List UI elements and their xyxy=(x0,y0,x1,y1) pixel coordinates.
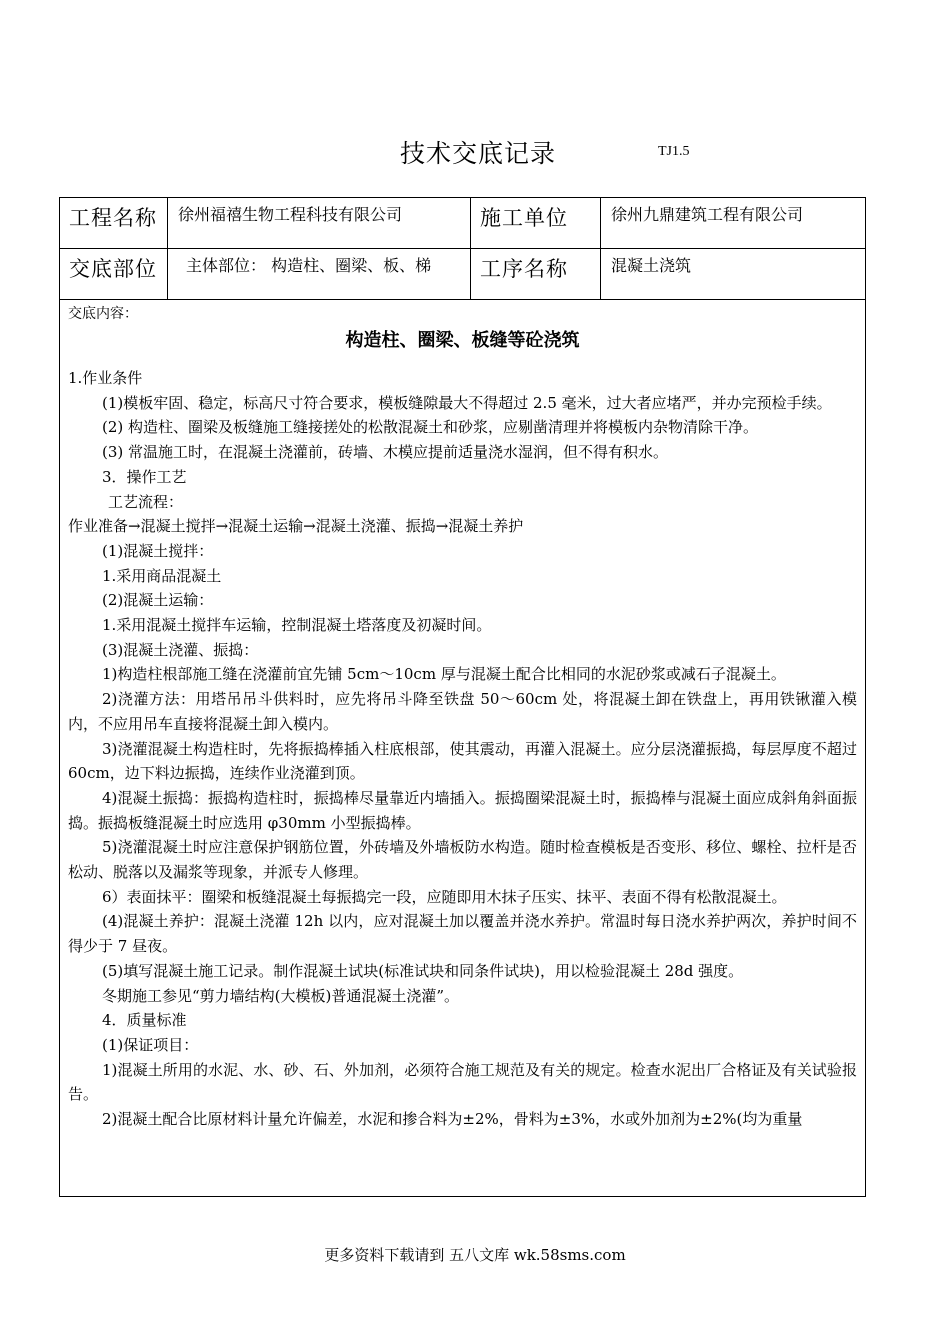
project-value-cell xyxy=(168,198,471,248)
paragraph: (1)混凝土搅拌： xyxy=(102,541,214,560)
paragraph: 1.采用混凝土搅拌车运输，控制混凝土塔落度及初凝时间。 xyxy=(102,616,492,635)
project-label: 工程名称 xyxy=(69,206,157,230)
process-value: 混凝土浇筑 xyxy=(611,256,692,275)
paragraph: 1.作业条件 xyxy=(68,369,143,387)
contractor-value-cell xyxy=(601,198,866,248)
footer-link-text: 更多资料下载请到 五八文库 wk.58sms.com xyxy=(324,1246,626,1264)
paragraph: (2) 构造柱、圈梁及板缝施工缝接搓处的松散混凝土和砂浆，应剔凿清理并将模板内杂物清除干净。 xyxy=(102,418,759,437)
contractor-value: 徐州九鼎建筑工程有限公司 xyxy=(611,205,804,224)
process-label: 工序名称 xyxy=(480,257,568,281)
paragraph: 1.采用商品混凝土 xyxy=(102,566,222,585)
info-row-1 xyxy=(60,198,865,249)
content-body xyxy=(60,300,865,1132)
paragraph: (3) 常温施工时，在混凝土浇灌前，砖墙、木模应提前适量浇水湿润，但不得有积水。 xyxy=(102,443,669,462)
section-title: 构造柱、圈梁、板缝等砼浇筑 xyxy=(345,330,580,351)
paragraph: (3)混凝土浇灌、振捣： xyxy=(102,640,259,659)
document-title: 技术交底记录 xyxy=(400,139,557,168)
paragraph: 5)浇灌混凝土时应注意保护钢筋位置，外砖墙及外墙板防水构造。随时检查模板是否变形、移位、螺栓、拉杆是否松动、脱落以及漏浆等现象，并派专人修理。 xyxy=(68,838,857,882)
process-value-cell xyxy=(601,249,866,299)
paragraph: 1)构造柱根部施工缝在浇灌前宜先铺 5cm～10cm 厚与混凝土配合比相同的水泥砂浆或减石子混凝土。 xyxy=(102,665,786,684)
document-title-row xyxy=(0,134,950,168)
content-intro: 交底内容： xyxy=(68,306,138,322)
form-code: TJ1.5 xyxy=(658,144,690,159)
paragraph: (5)填写混凝土施工记录。制作混凝土试块(标准试块和同条件试块)，用以检验混凝土 28d 强度。 xyxy=(102,961,744,980)
info-row-2 xyxy=(60,249,865,300)
paragraph: 3)浇灌混凝土构造柱时，先将振捣棒插入柱底根部，使其震动，再灌入混凝土。应分层浇灌振捣，每层厚度不超过 60cm，边下料边振捣，连续作业浇灌到顶。 xyxy=(68,739,857,783)
paragraph: (2)混凝土运输： xyxy=(102,591,214,610)
paragraph: (1)模板牢固、稳定，标高尺寸符合要求，模板缝隙最大不得超过 2.5 毫米，过大者应堵严，并办完预检手续。 xyxy=(102,393,832,412)
project-label-cell xyxy=(60,198,168,248)
paragraph: (4)混凝土养护：混凝土浇灌 12h 以内，应对混凝土加以覆盖并浇水养护。常温时每日浇水养护两次，养护时间不得少于 7 昼夜。 xyxy=(68,912,857,956)
paragraph: 2)浇灌方法：用塔吊吊斗供料时，应先将吊斗降至铁盘 50～60cm 处，将混凝土卸在铁盘上，再用铁锹灌入模内，不应用吊车直接将混凝土卸入模内。 xyxy=(68,690,857,733)
paragraph: 冬期施工参见“剪力墙结构(大模板)普通混凝土浇灌”。 xyxy=(102,986,460,1005)
project-value: 徐州福禧生物工程科技有限公司 xyxy=(178,205,403,224)
paragraph: 4．质量标准 xyxy=(102,1011,187,1030)
paragraph: (1)保证项目： xyxy=(102,1035,199,1054)
paragraph: 工艺流程： xyxy=(108,492,184,511)
paragraph: 3．操作工艺 xyxy=(102,467,187,486)
paragraph: 作业准备→混凝土搅拌→混凝土运输→混凝土浇灌、振捣→混凝土养护 xyxy=(68,517,524,536)
part-value: 主体部位： 构造柱、圈梁、板、梯 xyxy=(186,256,432,275)
contractor-label-cell xyxy=(471,198,601,248)
paragraph: 1)混凝土所用的水泥、水、砂、石、外加剂，必须符合施工规范及有关的规定。检查水泥出厂合格证及有关试验报告。 xyxy=(68,1060,857,1104)
contractor-label: 施工单位 xyxy=(480,206,568,230)
paragraph: 4)混凝土振捣：振捣构造柱时，振捣棒尽量靠近内墙插入。振捣圈梁混凝土时，振捣棒与混凝土面应成斜角斜面振捣。振捣板缝混凝土时应选用 φ30mm 小型振捣棒。 xyxy=(68,788,857,832)
part-label-cell xyxy=(60,249,168,299)
process-label-cell xyxy=(471,249,601,299)
part-label: 交底部位 xyxy=(69,257,157,281)
record-table xyxy=(59,197,866,1197)
paragraph: 6）表面抹平：圈梁和板缝混凝土每振捣完一段，应随即用木抹子压实、抹平、表面不得有松散混凝土。 xyxy=(102,887,787,906)
paragraph: 2)混凝土配合比原材料计量允许偏差，水泥和掺合料为±2%，骨料为±3%，水或外加剂为±2%(均为重量 xyxy=(102,1110,803,1129)
part-value-cell xyxy=(168,249,471,299)
